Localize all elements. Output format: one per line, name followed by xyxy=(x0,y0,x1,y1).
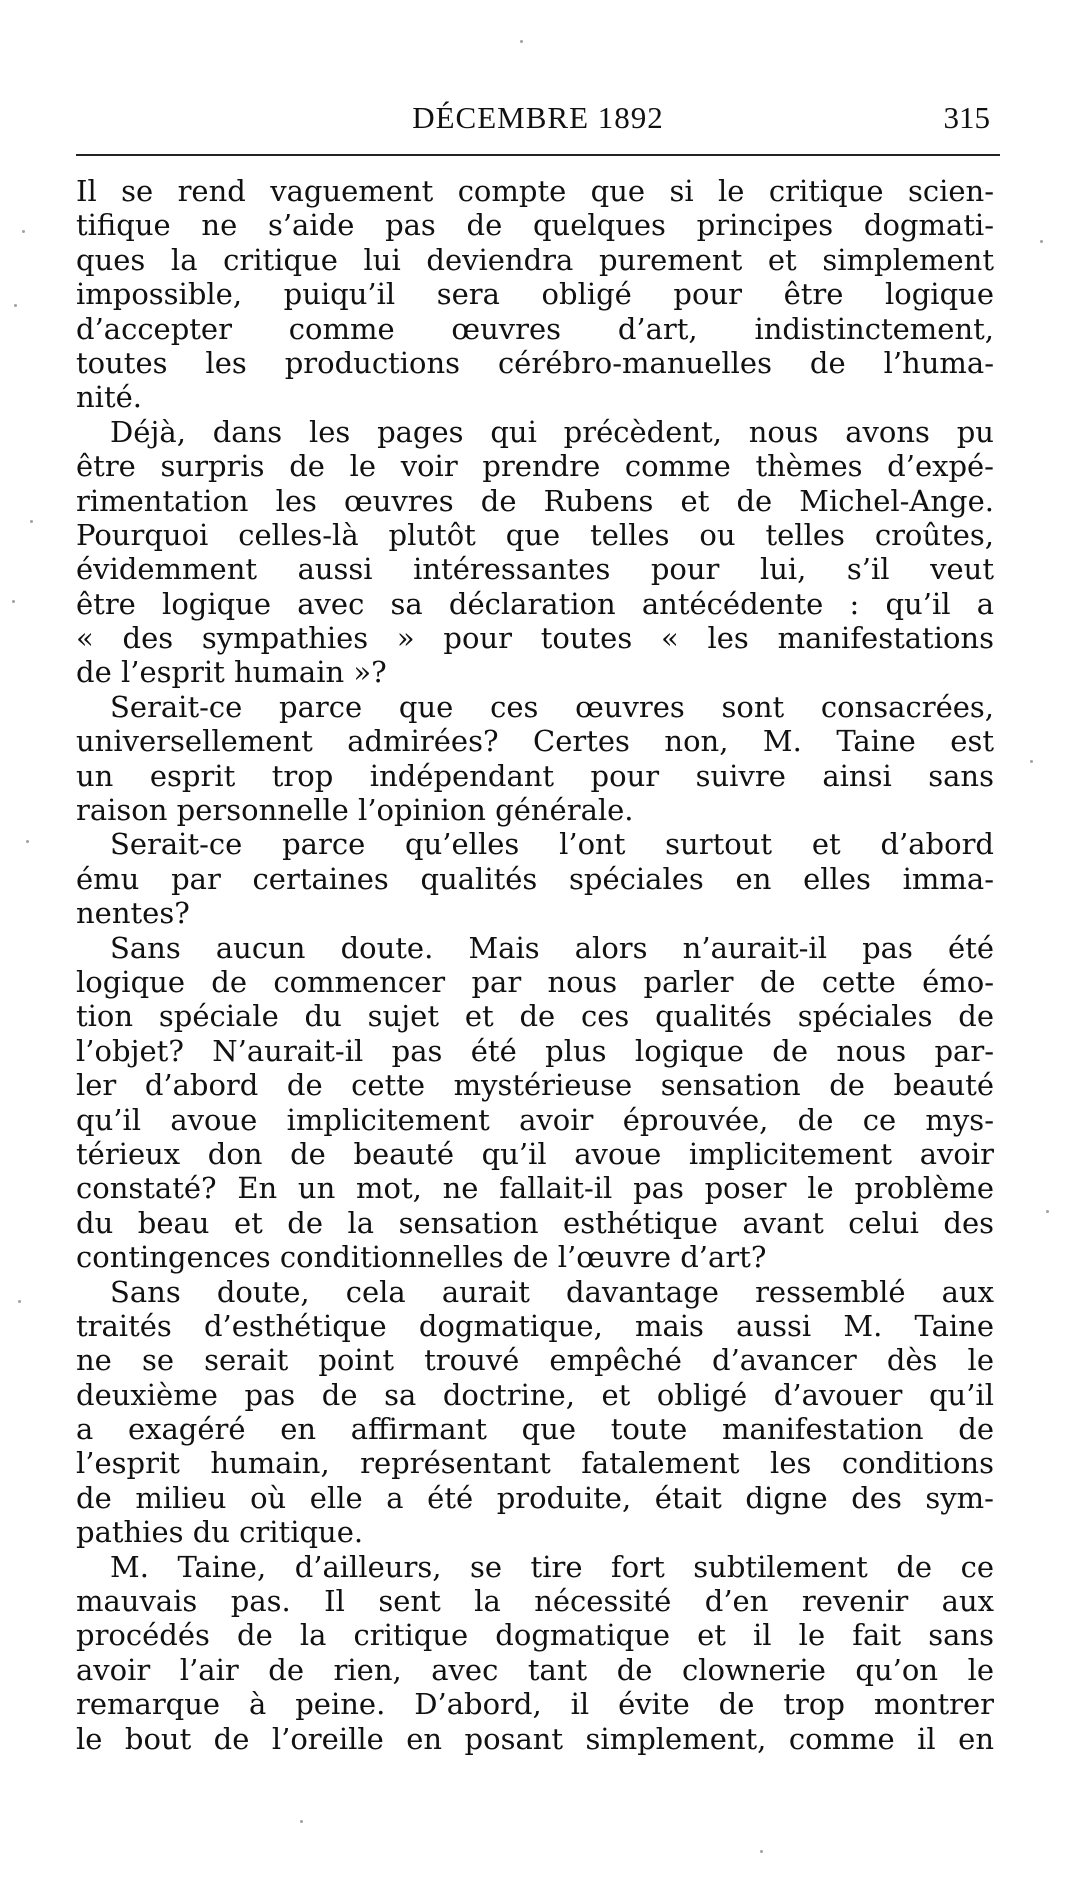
text-line: ler d’abord de cette mystérieuse sensation de beauté xyxy=(76,1068,994,1103)
text-line: mauvais pas. Il sent la nécessité d’en revenir aux xyxy=(76,1584,994,1619)
text-line: qu’il avoue implicitement avoir éprouvée, de ce mys- xyxy=(76,1102,994,1137)
text-line: Pourquoi celles-là plutôt que telles ou telles croûtes, xyxy=(76,517,994,552)
text-line: constaté? En un mot, ne fallait-il pas poser le problème xyxy=(76,1171,994,1206)
text-line: nité. xyxy=(76,380,142,415)
text-line: ques la critique lui deviendra purement et simplement xyxy=(76,242,994,277)
text-line: le bout de l’oreille en posant simplement, comme il en xyxy=(76,1721,994,1756)
text-line: être surpris de le voir prendre comme thèmes d’expé- xyxy=(76,449,994,484)
text-line: être logique avec sa déclaration antécédente : qu’il a xyxy=(76,586,994,621)
text-line: ému par certaines qualités spéciales en elles imma- xyxy=(76,861,994,896)
text-line: avoir l’air de rien, avec tant de clownerie qu’on le xyxy=(76,1652,994,1687)
running-title: DÉCEMBRE 1892 xyxy=(412,100,664,135)
page-number: 315 xyxy=(943,100,990,135)
text-line: de milieu où elle a été produite, était digne des sym- xyxy=(76,1480,994,1515)
text-line: universellement admirées? Certes non, M. Taine est xyxy=(76,724,994,759)
text-line: rimentation les œuvres de Rubens et de Michel-Ange. xyxy=(76,483,994,518)
header-rule xyxy=(76,154,1000,156)
text-line: Serait-ce parce qu’elles l’ont surtout et d’abord xyxy=(110,827,994,862)
text-line: Sans aucun doute. Mais alors n’aurait-il pas été xyxy=(110,930,994,965)
text-line: d’accepter comme œuvres d’art, indistinctement, xyxy=(76,311,994,346)
text-line: contingences conditionnelles de l’œuvre d’art? xyxy=(76,1240,767,1275)
text-line: de l’esprit humain »? xyxy=(76,655,387,690)
text-line: « des sympathies » pour toutes « les manifestations xyxy=(76,621,994,656)
text-line: traités d’esthétique dogmatique, mais aussi M. Taine xyxy=(76,1308,994,1343)
text-line: térieux don de beauté qu’il avoue implicitement avoir xyxy=(76,1136,994,1171)
text-line: logique de commencer par nous parler de cette émo- xyxy=(76,964,994,999)
scan-speckle xyxy=(22,230,25,233)
scan-speckle xyxy=(18,1300,21,1303)
scan-speckle xyxy=(520,40,523,43)
text-line: deuxième pas de sa doctrine, et obligé d’avouer qu’il xyxy=(76,1377,994,1412)
text-line: Déjà, dans les pages qui précèdent, nous avons pu xyxy=(110,414,994,449)
text-line: M. Taine, d’ailleurs, se tire fort subtilement de ce xyxy=(110,1549,994,1584)
running-head xyxy=(76,100,1000,150)
scan-speckle xyxy=(1030,760,1033,763)
text-line: Il se rend vaguement compte que si le critique scien- xyxy=(76,174,994,208)
scan-speckle xyxy=(1046,1210,1049,1213)
text-line: a exagéré en affirmant que toute manifestation de xyxy=(76,1412,994,1447)
text-line: toutes les productions cérébro-manuelles de l’huma- xyxy=(76,345,994,380)
text-line: Sans doute, cela aurait davantage ressemblé aux xyxy=(110,1274,994,1309)
text-line: l’objet? N’aurait-il pas été plus logique de nous par- xyxy=(76,1033,994,1068)
text-line: ne se serait point trouvé empêché d’avancer dès le xyxy=(76,1343,994,1378)
scan-speckle xyxy=(14,304,17,307)
text-line: nentes? xyxy=(76,896,190,931)
scan-speckle xyxy=(26,840,29,843)
text-line: tion spéciale du sujet et de ces qualités spéciales de xyxy=(76,999,994,1034)
scan-speckle xyxy=(12,600,15,603)
text-line: du beau et de la sensation esthétique avant celui des xyxy=(76,1205,994,1240)
body-text xyxy=(76,174,994,1756)
scan-speckle xyxy=(30,520,33,523)
scan-speckle xyxy=(1040,240,1043,243)
text-line: remarque à peine. D’abord, il évite de trop montrer xyxy=(76,1687,994,1722)
scan-speckle xyxy=(760,1850,763,1853)
text-line: Serait-ce parce que ces œuvres sont consacrées, xyxy=(110,689,994,724)
text-line: évidemment aussi intéressantes pour lui, s’il veut xyxy=(76,552,994,587)
text-line: l’esprit humain, représentant fatalement les conditions xyxy=(76,1446,994,1481)
text-line: procédés de la critique dogmatique et il le fait sans xyxy=(76,1618,994,1653)
text-line: tifique ne s’aide pas de quelques principes dogmati- xyxy=(76,208,994,243)
scan-speckle xyxy=(300,1820,303,1823)
text-line: pathies du critique. xyxy=(76,1515,364,1550)
text-line: un esprit trop indépendant pour suivre ainsi sans xyxy=(76,758,994,793)
text-line: impossible, puiqu’il sera obligé pour être logique xyxy=(76,277,994,312)
text-line: raison personnelle l’opinion générale. xyxy=(76,793,634,828)
